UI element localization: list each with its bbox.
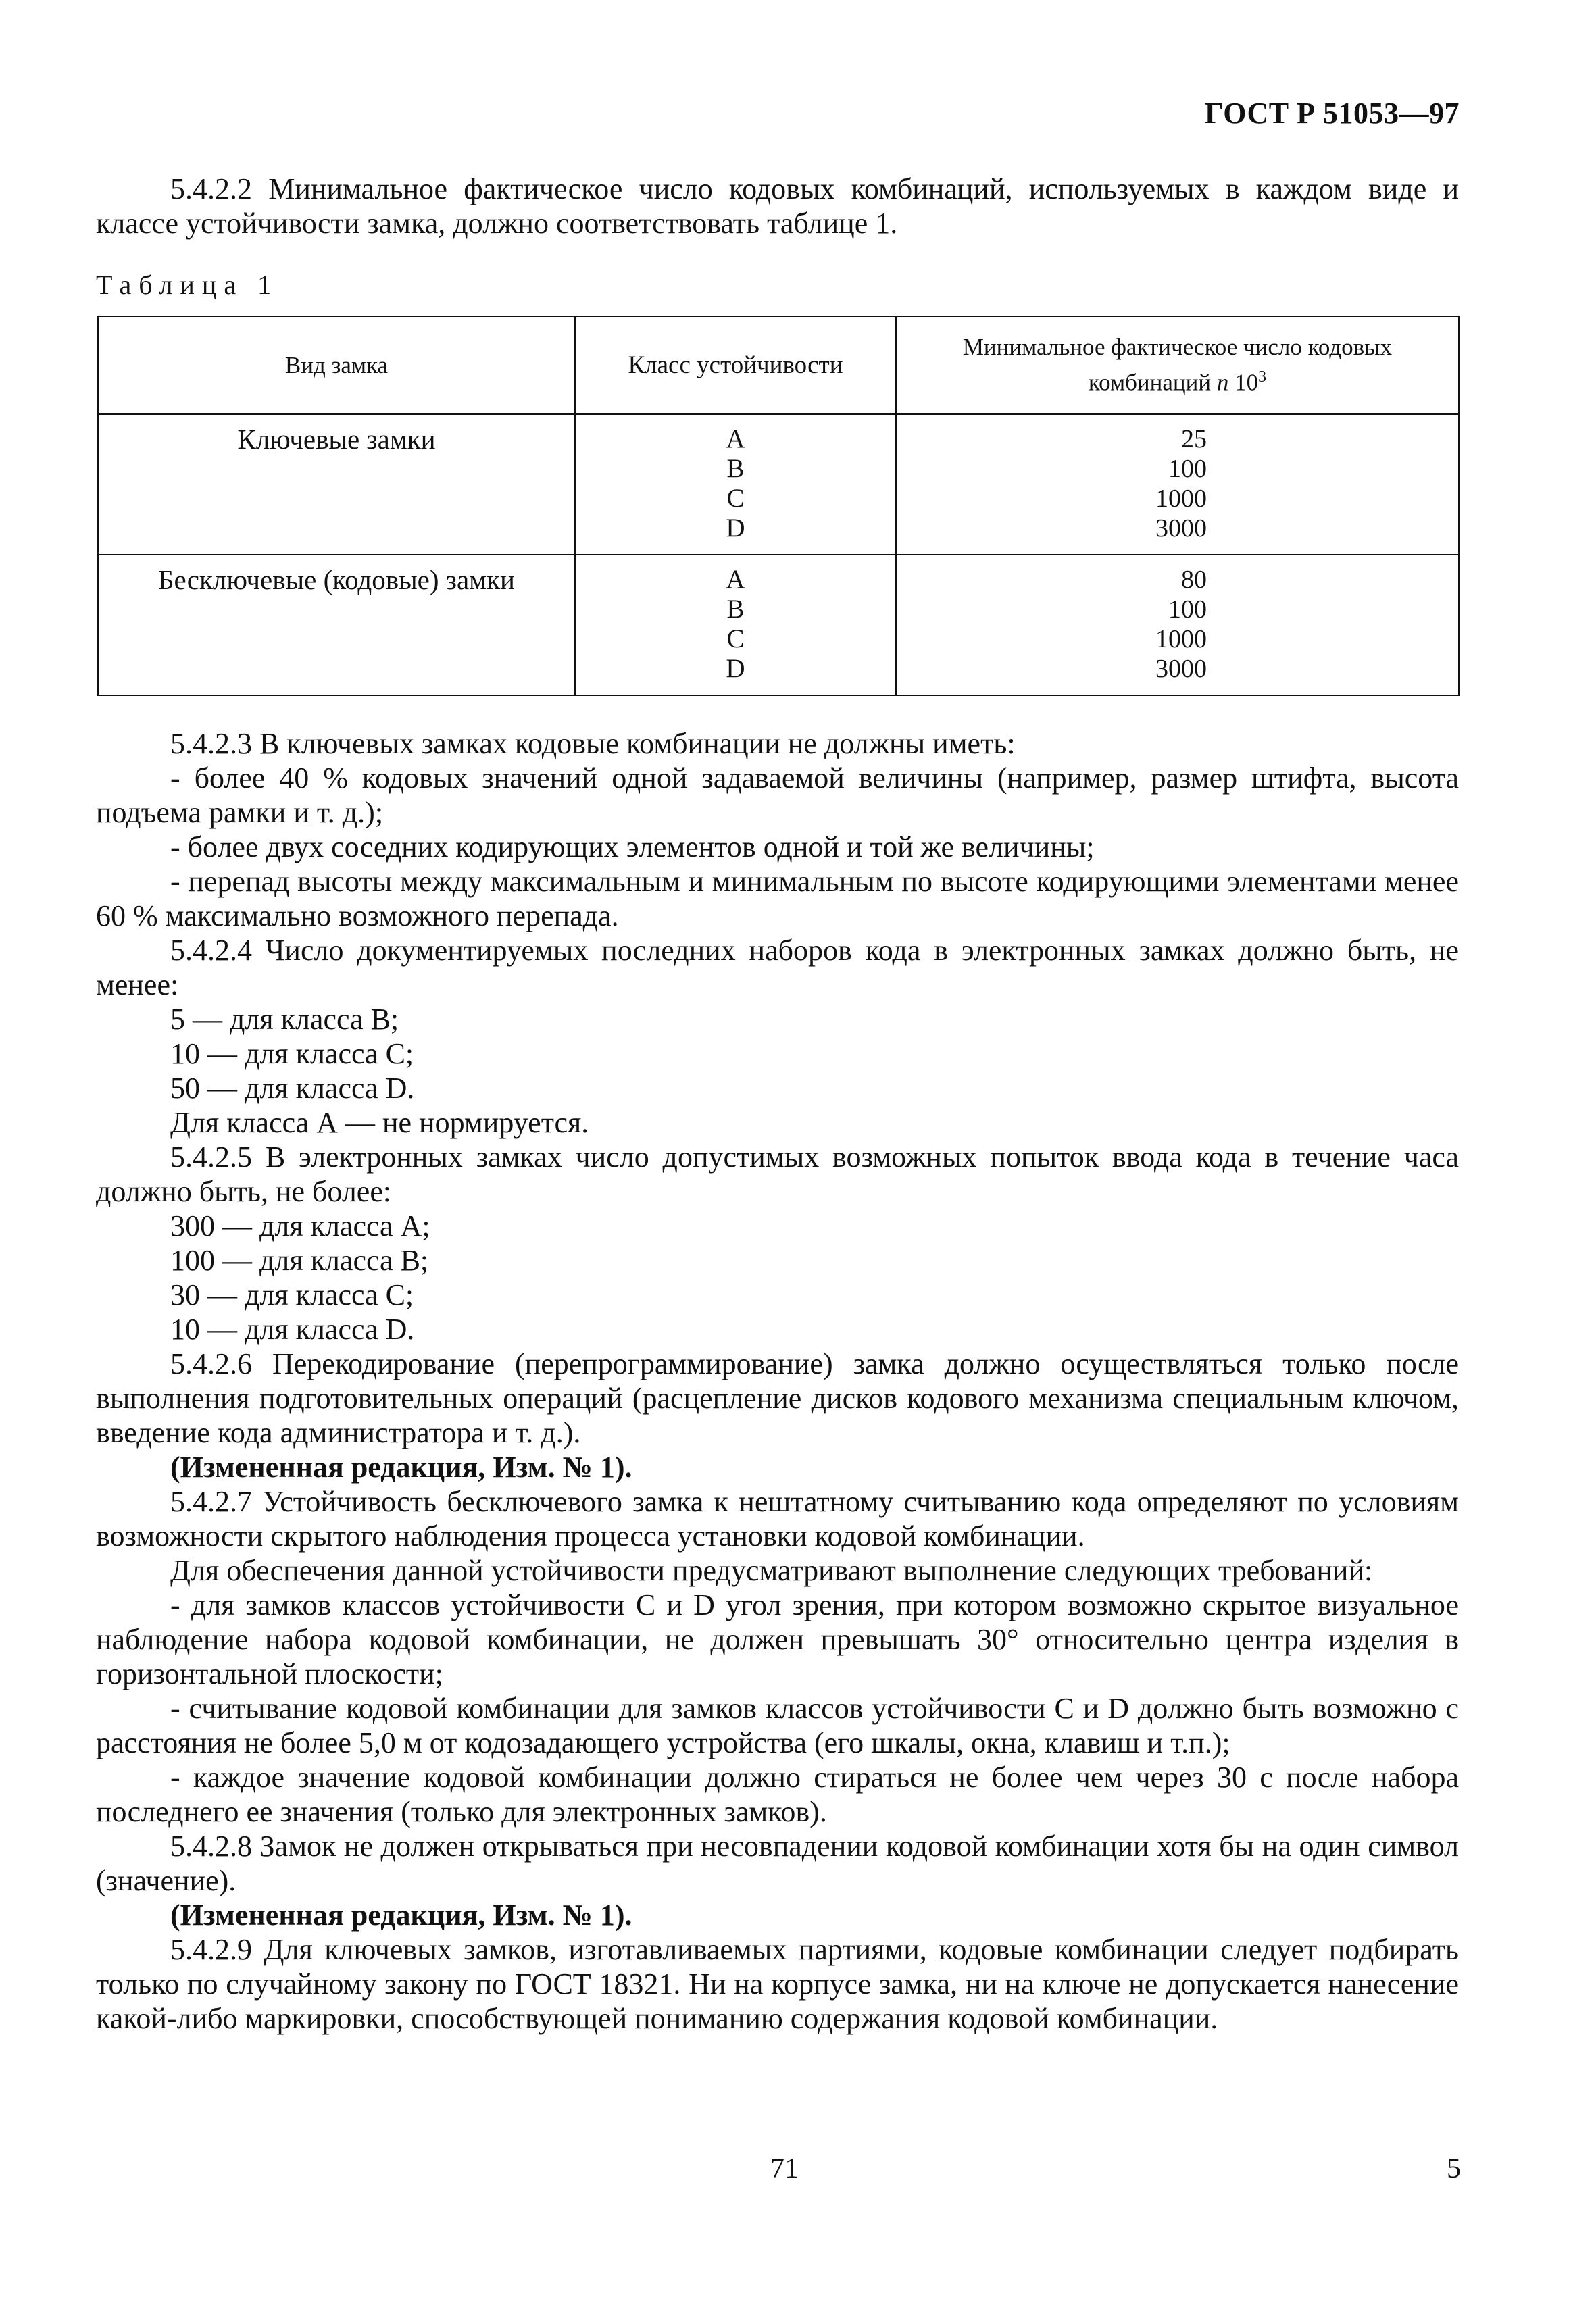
- class-value: D: [726, 513, 745, 543]
- cell-kind: Бесключевые (кодовые) замки: [98, 555, 575, 695]
- paragraph-5-4-2-5: 5.4.2.5 В электронных замках число допустимых возможных попыток ввода кода в течение часа должно быть, не более:: [96, 1140, 1459, 1208]
- list-item: - перепад высоты между максимальным и минимальным по высоте кодирующими элементами менее 60 % максимально возможного перепада.: [96, 865, 1459, 932]
- table-header-row: [98, 316, 1459, 414]
- paragraph-5-4-2-2: 5.4.2.2 Минимальное фактическое число кодовых комбинаций, используемых в каждом виде и классе устойчивости замка, должно соответствовать таблице 1.: [96, 172, 1459, 240]
- cell-kind: Ключевые замки: [98, 414, 575, 555]
- main-text: [96, 726, 1459, 2036]
- paragraph-5-4-2-3: 5.4.2.3 В ключевых замках кодовые комбинации не должны иметь:: [170, 727, 1016, 760]
- min-value: 100: [1168, 455, 1207, 483]
- cell-values: [896, 414, 1459, 555]
- paragraph-5-4-2-8: 5.4.2.8 Замок не должен открываться при несовпадении кодовой комбинации хотя бы на один символ (значение).: [96, 1830, 1459, 1897]
- list-item: 30 — для класса С;: [170, 1278, 414, 1311]
- amendment-note: (Измененная редакция, Изм. № 1).: [170, 1898, 632, 1932]
- min-value: 1000: [1155, 625, 1207, 653]
- class-value: B: [726, 454, 745, 483]
- codes-table: [97, 316, 1460, 696]
- list-item: 5 — для класса В;: [170, 1003, 399, 1036]
- min-value: 25: [1181, 425, 1207, 453]
- header-min-var: n: [1216, 369, 1229, 396]
- list-item: Для класса А — не нормируется.: [170, 1106, 589, 1139]
- list-item: - более двух соседних кодирующих элементов одной и той же величины;: [170, 830, 1095, 863]
- page-number-center: 71: [770, 2153, 799, 2184]
- class-value: D: [726, 654, 745, 683]
- list-item: - для замков классов устойчивости С и D угол зрения, при котором возможно скрытое визуальное наблюдение набора кодовой комбинации, не должен превышать 30° относительно центра изделия в горизонтальной плоскости;: [96, 1588, 1459, 1690]
- class-value: A: [726, 424, 745, 453]
- class-value: C: [726, 484, 745, 513]
- min-value: 3000: [1155, 655, 1207, 683]
- paragraph-5-4-2-4: 5.4.2.4 Число документируемых последних наборов кода в электронных замках должно быть, не менее:: [96, 934, 1459, 1001]
- paragraph-5-4-2-6: 5.4.2.6 Перекодирование (перепрограммирование) замка должно осуществляться только после выполнения подготовительных операций (расцепление дисков кодового механизма специальным ключом, введение кода администратора и т. д.).: [96, 1347, 1459, 1449]
- paragraph-5-4-2-7: 5.4.2.7 Устойчивость бесключевого замка к нештатному считыванию кода определяют по условиям возможности скрытого наблюдения процесса установки кодовой комбинации.: [96, 1485, 1459, 1553]
- table-row: [98, 555, 1459, 695]
- min-value: 3000: [1155, 514, 1207, 543]
- header-min-base: 10: [1235, 369, 1259, 396]
- cell-values: [896, 555, 1459, 695]
- paragraph-5-4-2-9: 5.4.2.9 Для ключевых замков, изготавливаемых партиями, кодовые комбинации следует подбирать только по случайному закону по ГОСТ 18321. Ни на корпусе замка, ни на ключе не допускается нанесение какой-либо маркировки, способствующей пониманию содержания кодовой комбинации.: [96, 1933, 1459, 2035]
- list-item: 50 — для класса D.: [170, 1072, 415, 1105]
- header-min-line1: Минимальное фактическое число кодовых: [962, 334, 1393, 361]
- cell-classes: [575, 555, 896, 695]
- header-class: Класс устойчивости: [575, 316, 896, 414]
- list-item: 10 — для класса С;: [170, 1037, 414, 1070]
- list-item: - каждое значение кодовой комбинации должно стираться не более чем через 30 с после набора последнего ее значения (только для электронных замков).: [96, 1761, 1459, 1828]
- table-caption: Таблица 1: [96, 270, 279, 300]
- min-value: 80: [1181, 565, 1207, 594]
- header-min-line2: комбинаций: [1088, 369, 1212, 396]
- intro-block: [96, 172, 1459, 241]
- header-min-exp: 3: [1258, 368, 1267, 386]
- table-row: [98, 414, 1459, 555]
- class-value: B: [726, 595, 745, 624]
- document-header: ГОСТ Р 51053—97: [1204, 97, 1460, 130]
- min-value: 100: [1168, 595, 1207, 624]
- class-value: C: [726, 624, 745, 653]
- class-value: A: [726, 565, 745, 594]
- list-item: - считывание кодовой комбинации для замков классов устойчивости С и D должно быть возможно с расстояния не более 5,0 м от кодозадающего устройства (его шкалы, окна, клавиш и т.п.);: [96, 1692, 1459, 1759]
- list-item: 100 — для класса В;: [170, 1244, 429, 1277]
- min-value: 1000: [1155, 484, 1207, 513]
- list-item: 300 — для класса А;: [170, 1209, 430, 1242]
- cell-classes: [575, 414, 896, 555]
- header-kind: Вид замка: [98, 316, 575, 414]
- list-item: 10 — для класса D.: [170, 1313, 415, 1346]
- paragraph: Для обеспечения данной устойчивости предусматривают выполнение следующих требований:: [170, 1554, 1373, 1587]
- header-min-combinations: [896, 316, 1459, 414]
- list-item: - более 40 % кодовых значений одной задаваемой величины (например, размер штифта, высота подъема рамки и т. д.);: [96, 761, 1459, 829]
- amendment-note: (Измененная редакция, Изм. № 1).: [170, 1451, 632, 1484]
- page-number-right: 5: [1447, 2153, 1461, 2184]
